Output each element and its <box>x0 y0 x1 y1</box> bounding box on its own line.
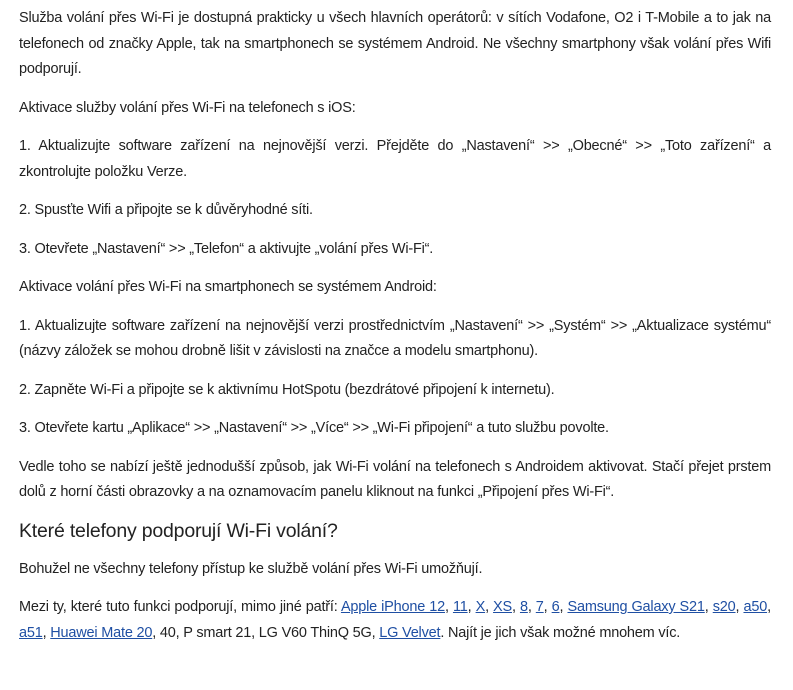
paragraph-intro: Služba volání přes Wi-Fi je dostupná prakticky u všech hlavních operátorů: v sítích Vodafone, O2 i T-Mobile a to jak na telefonech od značky Apple, tak na smartphonech se systémem Android. Ne všechny smartphony však volání přes Wifi podporují. <box>19 10 771 77</box>
separator: , <box>467 599 476 615</box>
link-huawei-mate-20[interactable]: Huawei Mate 20 <box>50 624 153 641</box>
paragraph-ios-step-2: 2. Spusťte Wifi a připojte se k důvěryhodné síti. <box>19 202 313 218</box>
link-iphone-6[interactable]: 6 <box>551 599 560 615</box>
separator: , <box>735 599 744 615</box>
separator: , <box>704 599 713 615</box>
separator: , <box>444 599 453 615</box>
link-iphone-xs[interactable]: XS <box>493 599 512 615</box>
link-samsung-a50[interactable]: a50 <box>743 599 768 615</box>
link-lg-velvet[interactable]: LG Velvet <box>379 624 441 641</box>
link-apple-iphone-12[interactable]: Apple iPhone 12 <box>340 599 445 615</box>
link-samsung-s20[interactable]: s20 <box>712 599 736 615</box>
separator: , <box>559 599 568 615</box>
separator: , <box>485 599 494 615</box>
paragraph-ios-step-1: 1. Aktualizujte software zařízení na nejnovější verzi. Přejděte do „Nastavení“ >> „Obecné“ >> „Toto zařízení“ a zkontrolujte položku Verze. <box>19 138 771 180</box>
paragraph-ios-heading: Aktivace služby volání přes Wi-Fi na telefonech s iOS: <box>19 99 356 116</box>
link-iphone-x[interactable]: X <box>475 599 486 615</box>
supported-intro-text: Mezi ty, které tuto funkci podporují, mimo jiné patří: <box>19 599 341 615</box>
link-samsung-a51[interactable]: a51 <box>19 624 43 641</box>
paragraph-android-heading: Aktivace volání přes Wi-Fi na smartphonech se systémem Android: <box>19 279 437 295</box>
section-heading: Které telefony podporují Wi-Fi volání? <box>19 519 338 542</box>
link-iphone-11[interactable]: 11 <box>452 599 468 615</box>
paragraph-supported-phones <box>19 595 771 646</box>
paragraph-ios-step-3: 3. Otevřete „Nastavení“ >> „Telefon“ a aktivujte „volání přes Wi-Fi“. <box>19 240 434 257</box>
paragraph-android-step-3: 3. Otevřete kartu „Aplikace“ >> „Nastavení“ >> „Více“ >> „Wi-Fi připojení“ a tuto službu povolte. <box>19 420 609 436</box>
paragraph-android-alternative: Vedle toho se nabízí ještě jednodušší způsob, jak Wi-Fi volání na telefonech s Androidem aktivovat. Stačí přejet prstem dolů z horní části obrazovky a na oznamovacím panelu kliknout na funkci „Připojení přes Wi-Fi“. <box>19 458 771 500</box>
supported-outro-text: . Najít je jich však možné mnohem víc. <box>440 624 681 641</box>
separator: , <box>42 624 51 641</box>
link-samsung-galaxy-s21[interactable]: Samsung Galaxy S21 <box>567 599 705 615</box>
link-iphone-8[interactable]: 8 <box>519 599 528 615</box>
separator: , <box>527 599 536 615</box>
link-iphone-7[interactable]: 7 <box>535 599 544 615</box>
separator: , <box>767 599 771 615</box>
separator: , <box>511 599 520 615</box>
paragraph-support-note: Bohužel ne všechny telefony přístup ke službě volání přes Wi-Fi umožňují. <box>19 560 483 577</box>
paragraph-android-step-2: 2. Zapněte Wi-Fi a připojte se k aktivnímu HotSpotu (bezdrátové připojení k internetu). <box>19 381 555 398</box>
plain-models-text: , 40, P smart 21, LG V60 ThinQ 5G, <box>152 624 380 641</box>
paragraph-android-step-1: 1. Aktualizujte software zařízení na nejnovější verzi prostřednictvím „Nastavení“ >> „Systém“ >> „Aktualizace systému“ (názvy záložek se mohou drobně lišit v závislosti na značce a modelu smartphonu). <box>19 317 771 359</box>
separator: , <box>543 599 552 615</box>
